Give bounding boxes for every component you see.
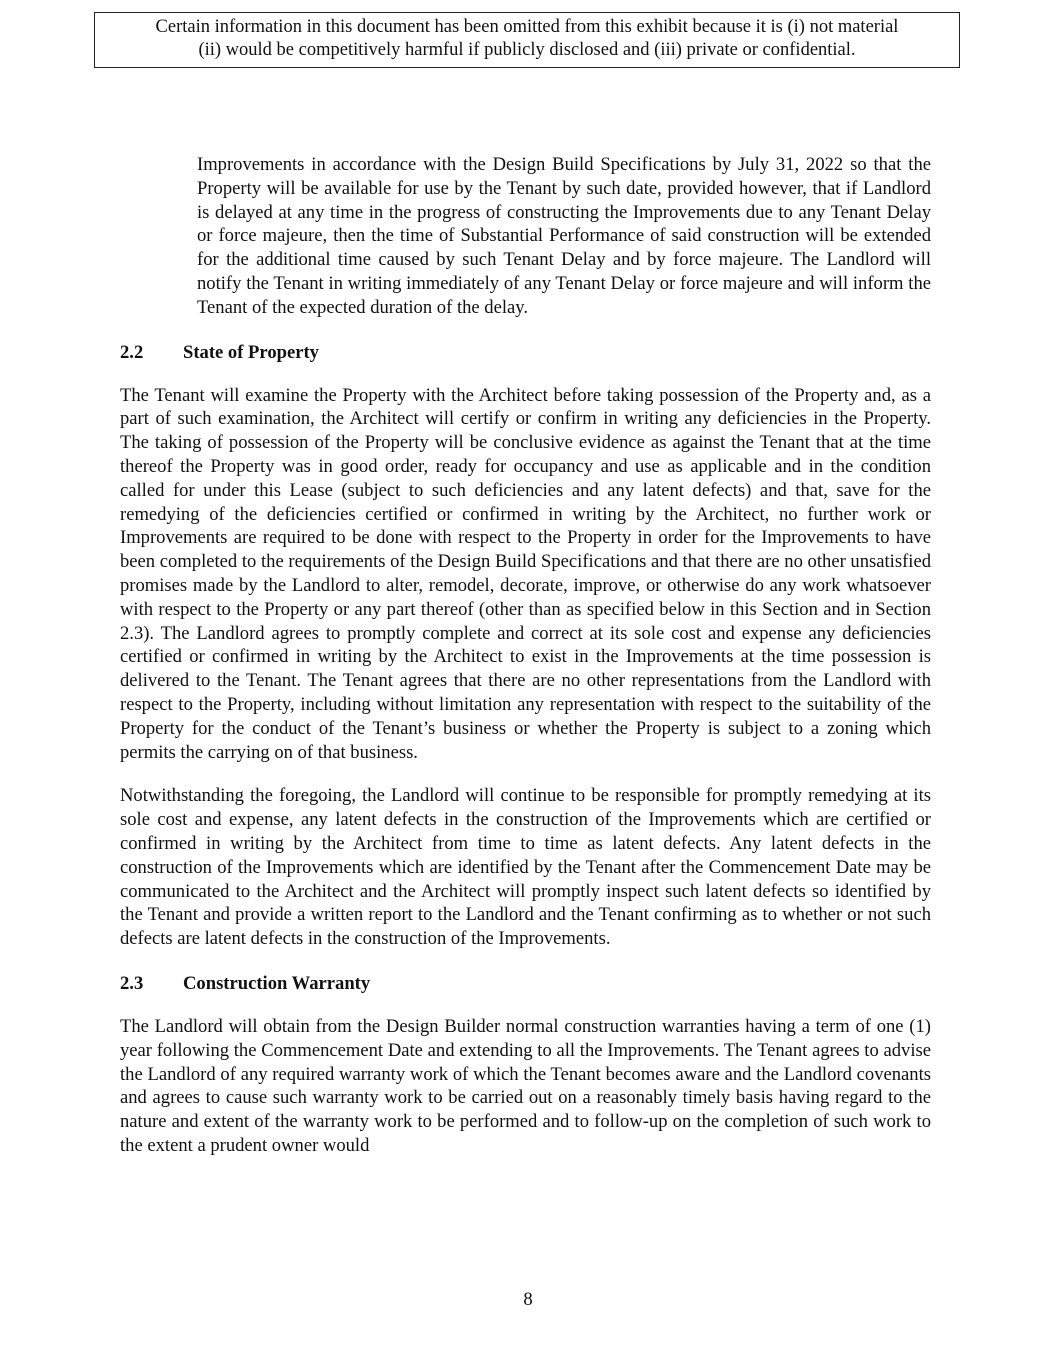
page-number: 8: [523, 1289, 533, 1310]
section-number: 2.3: [120, 972, 144, 994]
section-2-2-paragraph-1: The Tenant will examine the Property with the Architect before taking possession of the Property and, as a part of such examination, the Architect will certify or confirm in writing any deficiencies in the Property. The taking of possession of the Property will be conclusive evidence as against the Tenant that at the time thereof the Property was in good order, ready for occupancy and use as applicable and in the condition called for under this Lease (subject to such deficiencies and any latent defects) and that, save for the remedying of the deficiencies certified or confirmed in writing by the Architect, no further work or Improvements are required to be done with respect to the Property in order for the Improvements to have been completed to the requirements of the Design Build Specifications and that there are no other unsatisfied promises made by the Landlord to alter, remodel, decorate, improve, or otherwise do any work whatsoever with respect to the Property or any part thereof (other than as specified below in this Section and in Section 2.3). The Landlord agrees to promptly complete and correct at its sole cost and expense any deficiencies certified or confirmed in writing by the Architect to exist in the Improvements at the time possession is delivered to the Tenant. The Tenant agrees that there are no other representations from the Landlord with respect to the Property, including without limitation any representation with respect to the suitability of the Property for the conduct of the Tenant’s business or whether the Property is subject to a zoning which permits the carrying on of that business.: [120, 384, 931, 763]
notice-line-1: Certain information in this document has been omitted from this exhibit because it is (i) not material: [155, 17, 899, 37]
section-2-3-heading: [120, 972, 931, 995]
document-body: [120, 153, 931, 1158]
paragraph-spacer: [120, 764, 931, 784]
notice-line-2: (ii) would be competitively harmful if publicly disclosed and (iii) private or confidential.: [198, 40, 856, 60]
section-2-2-paragraph-2: Notwithstanding the foregoing, the Landlord will continue to be responsible for promptly remedying at its sole cost and expense, any latent defects in the construction of the Improvements which are certified or confirmed in writing by the Architect from time to time as latent defects. Any latent defects in the construction of the Improvements which are identified by the Tenant after the Commencement Date may be communicated to the Architect and the Architect will promptly inspect such latent defects so identified by the Tenant and provide a written report to the Landlord and the Tenant confirming as to whether or not such defects are latent defects in the construction of the Improvements.: [120, 785, 931, 950]
section-title: Construction Warranty: [183, 972, 371, 994]
intro-paragraph: Improvements in accordance with the Design Build Specifications by July 31, 2022 so that the Property will be available for use by the Tenant by such date, provided however, that if Landlord is delayed at any time in the progress of constructing the Improvements due to any Tenant Delay or force majeure, then the time of Substantial Performance of said construction will be extended for the additional time caused by such Tenant Delay and by force majeure. The Landlord will notify the Tenant in writing immediately of any Tenant Delay or force majeure and will inform the Tenant of the expected duration of the delay.: [197, 154, 931, 318]
section-2-3-paragraph-1: The Landlord will obtain from the Design Builder normal construction warranties having a term of one (1) year following the Commencement Date and extending to all the Improvements. The Tenant agrees to advise the Landlord of any required warranty work of which the Tenant becomes aware and the Landlord covenants and agrees to cause such warranty work to be carried out on a reasonably timely basis having regard to the nature and extent of the warranty work to be performed and to follow-up on the completion of such work to the extent a prudent owner would: [120, 1015, 931, 1156]
confidentiality-notice: [94, 12, 960, 68]
section-title: State of Property: [183, 341, 319, 363]
section-2-2-heading: [120, 341, 931, 364]
section-number: 2.2: [120, 341, 144, 363]
